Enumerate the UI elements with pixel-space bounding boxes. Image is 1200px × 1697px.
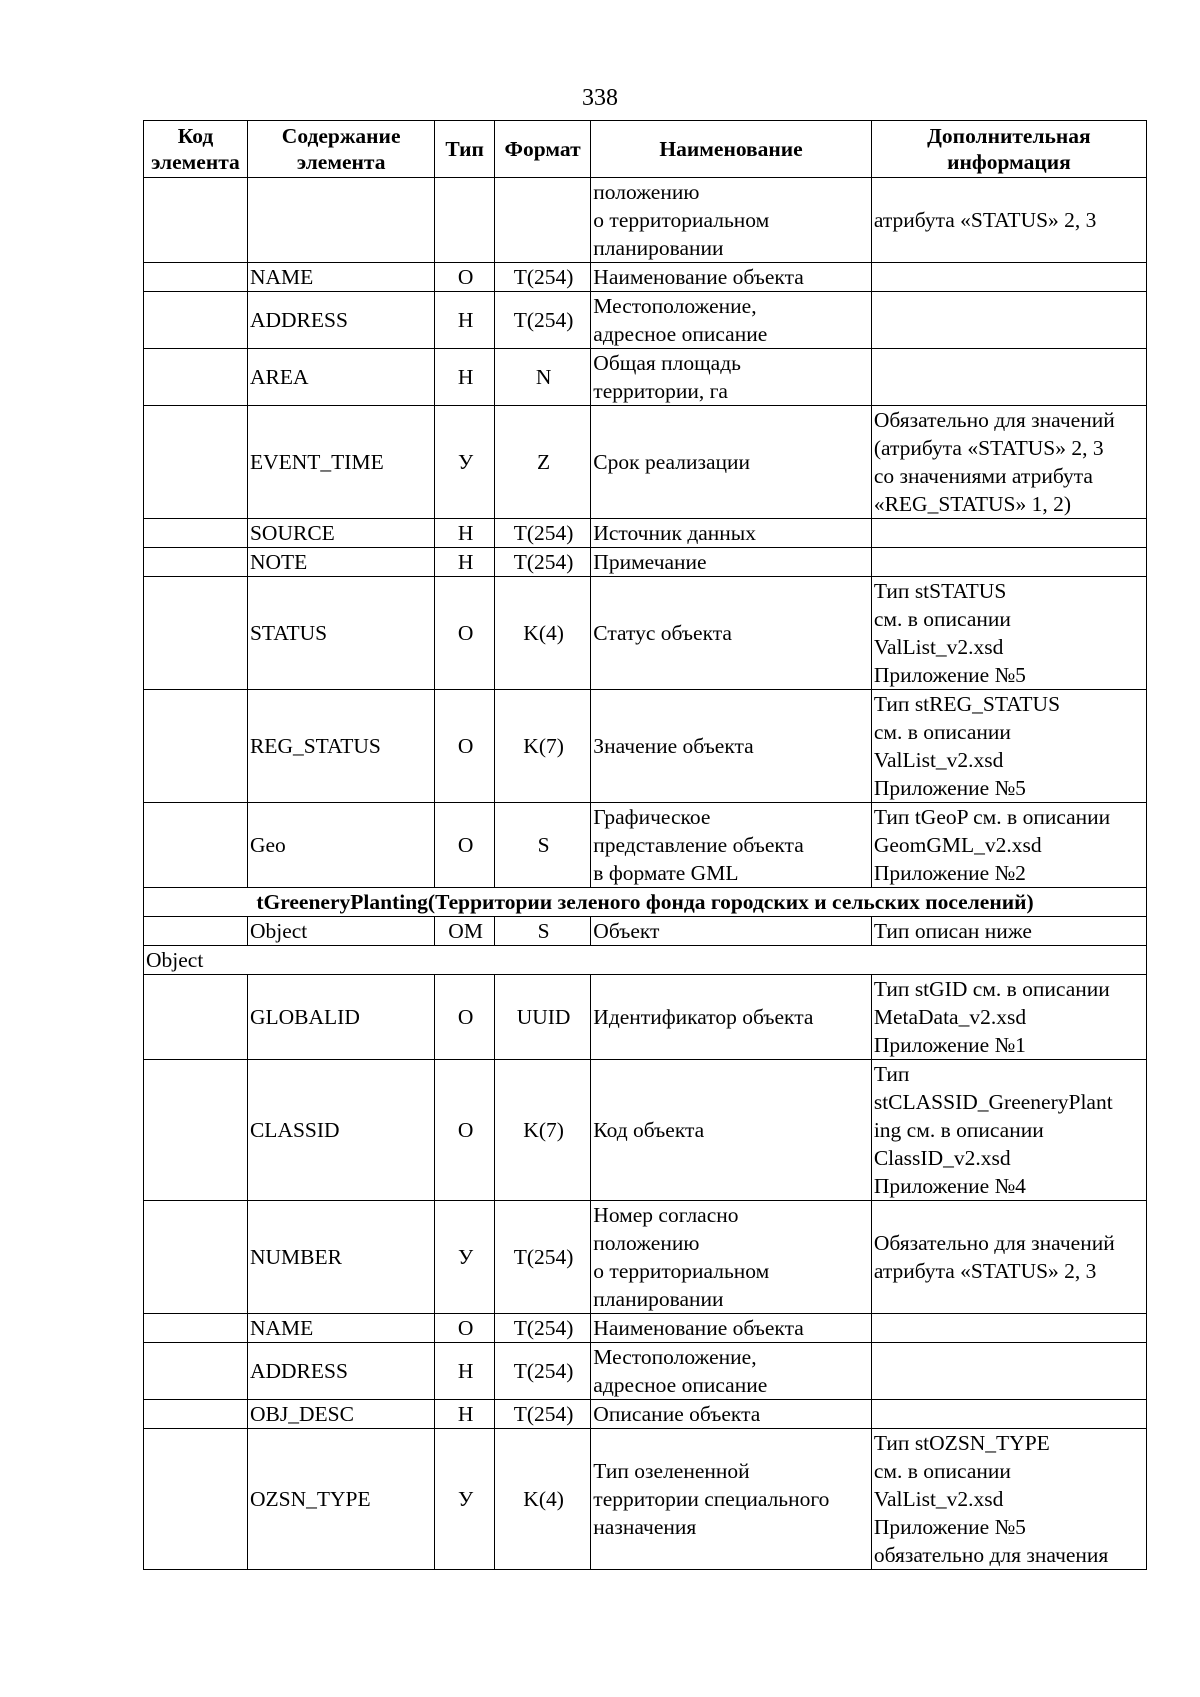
- cell-format: T(254): [494, 548, 590, 577]
- cell-info: [871, 1400, 1146, 1429]
- cell-format: T(254): [494, 1400, 590, 1429]
- cell-content: OZSN_TYPE: [247, 1429, 434, 1570]
- table-row: [144, 1429, 1147, 1570]
- cell-type: Н: [435, 519, 495, 548]
- cell-type: О: [435, 577, 495, 690]
- cell-content: OBJ_DESC: [247, 1400, 434, 1429]
- cell-content: NAME: [247, 1314, 434, 1343]
- table-row: [144, 263, 1147, 292]
- cell-content: NAME: [247, 263, 434, 292]
- cell-content: Geo: [247, 803, 434, 888]
- header-code: Код элемента: [144, 121, 248, 178]
- cell-code: [144, 292, 248, 349]
- cell-code: [144, 1400, 248, 1429]
- cell-info: Тип stCLASSID_GreeneryPlant ing см. в описании ClassID_v2.xsd Приложение №4: [871, 1060, 1146, 1201]
- cell-name: Срок реализации: [591, 406, 872, 519]
- cell-type: Н: [435, 1400, 495, 1429]
- table-row: [144, 577, 1147, 690]
- cell-type: У: [435, 1201, 495, 1314]
- table-row: [144, 690, 1147, 803]
- table-row: [144, 178, 1147, 263]
- cell-format: N: [494, 349, 590, 406]
- cell-info: Тип описан ниже: [871, 917, 1146, 946]
- cell-name: Описание объекта: [591, 1400, 872, 1429]
- table-row: [144, 1314, 1147, 1343]
- cell-format: S: [494, 803, 590, 888]
- cell-info: [871, 1314, 1146, 1343]
- section-title: tGreeneryPlanting(Территории зеленого фонда городских и сельских поселений): [144, 888, 1147, 917]
- cell-name: Код объекта: [591, 1060, 872, 1201]
- cell-code: [144, 263, 248, 292]
- cell-format: Z: [494, 406, 590, 519]
- object-label-row: [144, 946, 1147, 975]
- table-row: [144, 1201, 1147, 1314]
- cell-code: [144, 178, 248, 263]
- cell-format: UUID: [494, 975, 590, 1060]
- cell-format: T(254): [494, 519, 590, 548]
- cell-content: SOURCE: [247, 519, 434, 548]
- cell-info: [871, 292, 1146, 349]
- cell-name: Графическое представление объекта в формате GML: [591, 803, 872, 888]
- cell-format: T(254): [494, 1343, 590, 1400]
- table-row: [144, 917, 1147, 946]
- table-row: [144, 803, 1147, 888]
- cell-name: Идентификатор объекта: [591, 975, 872, 1060]
- cell-content: GLOBALID: [247, 975, 434, 1060]
- cell-name: Тип озелененной территории специального назначения: [591, 1429, 872, 1570]
- table-header-row: [144, 121, 1147, 178]
- cell-info: атрибута «STATUS» 2, 3: [871, 178, 1146, 263]
- cell-type: Н: [435, 349, 495, 406]
- cell-info: [871, 519, 1146, 548]
- cell-type: ОМ: [435, 917, 495, 946]
- cell-content: NUMBER: [247, 1201, 434, 1314]
- cell-format: T(254): [494, 1314, 590, 1343]
- cell-content: EVENT_TIME: [247, 406, 434, 519]
- cell-format: T(254): [494, 1201, 590, 1314]
- cell-info: [871, 548, 1146, 577]
- cell-type: [435, 178, 495, 263]
- cell-format: K(4): [494, 577, 590, 690]
- cell-code: [144, 690, 248, 803]
- cell-format: T(254): [494, 263, 590, 292]
- table-row: [144, 292, 1147, 349]
- cell-name: Номер согласно положению о территориальном планировании: [591, 1201, 872, 1314]
- cell-format: K(4): [494, 1429, 590, 1570]
- cell-code: [144, 975, 248, 1060]
- cell-info: Тип stSTATUS см. в описании ValList_v2.xsd Приложение №5: [871, 577, 1146, 690]
- cell-info: Обязательно для значений (атрибута «STATUS» 2, 3 со значениями атрибута «REG_STATUS» 1, 2): [871, 406, 1146, 519]
- cell-name: Объект: [591, 917, 872, 946]
- cell-code: [144, 577, 248, 690]
- specification-table: [143, 120, 1147, 1570]
- cell-name: положению о территориальном планировании: [591, 178, 872, 263]
- table-row: [144, 406, 1147, 519]
- cell-type: О: [435, 975, 495, 1060]
- cell-code: [144, 349, 248, 406]
- cell-info: Тип tGeoP см. в описании GeomGML_v2.xsd Приложение №2: [871, 803, 1146, 888]
- cell-name: Наименование объекта: [591, 263, 872, 292]
- cell-type: Н: [435, 292, 495, 349]
- cell-code: [144, 803, 248, 888]
- cell-format: T(254): [494, 292, 590, 349]
- cell-code: [144, 917, 248, 946]
- cell-content: NOTE: [247, 548, 434, 577]
- cell-format: [494, 178, 590, 263]
- cell-format: K(7): [494, 690, 590, 803]
- table-row: [144, 975, 1147, 1060]
- cell-name: Источник данных: [591, 519, 872, 548]
- cell-type: Н: [435, 548, 495, 577]
- cell-type: О: [435, 1060, 495, 1201]
- cell-name: Наименование объекта: [591, 1314, 872, 1343]
- header-format: Формат: [494, 121, 590, 178]
- cell-name: Общая площадь территории, га: [591, 349, 872, 406]
- cell-info: [871, 349, 1146, 406]
- header-name: Наименование: [591, 121, 872, 178]
- cell-code: [144, 1343, 248, 1400]
- cell-type: О: [435, 690, 495, 803]
- cell-info: Обязательно для значений атрибута «STATUS» 2, 3: [871, 1201, 1146, 1314]
- header-content: Содержание элемента: [247, 121, 434, 178]
- cell-type: У: [435, 1429, 495, 1570]
- header-type: Тип: [435, 121, 495, 178]
- cell-info: Тип stREG_STATUS см. в описании ValList_v2.xsd Приложение №5: [871, 690, 1146, 803]
- cell-code: [144, 1314, 248, 1343]
- cell-code: [144, 548, 248, 577]
- object-label: Object: [144, 946, 1147, 975]
- cell-name: Статус объекта: [591, 577, 872, 690]
- cell-content: STATUS: [247, 577, 434, 690]
- cell-type: О: [435, 1314, 495, 1343]
- section-title-row: [144, 888, 1147, 917]
- cell-content: REG_STATUS: [247, 690, 434, 803]
- cell-format: K(7): [494, 1060, 590, 1201]
- page-number: 338: [582, 85, 618, 111]
- cell-name: Местоположение, адресное описание: [591, 292, 872, 349]
- table-row: [144, 1060, 1147, 1201]
- table-row: [144, 349, 1147, 406]
- cell-info: [871, 263, 1146, 292]
- cell-type: Н: [435, 1343, 495, 1400]
- header-info: Дополнительная информация: [871, 121, 1146, 178]
- cell-content: Object: [247, 917, 434, 946]
- table-row: [144, 1400, 1147, 1429]
- cell-code: [144, 1429, 248, 1570]
- cell-content: ADDRESS: [247, 292, 434, 349]
- cell-code: [144, 1201, 248, 1314]
- cell-format: S: [494, 917, 590, 946]
- cell-content: AREA: [247, 349, 434, 406]
- table-row: [144, 519, 1147, 548]
- cell-name: Примечание: [591, 548, 872, 577]
- cell-info: Тип stOZSN_TYPE см. в описании ValList_v2.xsd Приложение №5 обязательно для значения: [871, 1429, 1146, 1570]
- cell-name: Местоположение, адресное описание: [591, 1343, 872, 1400]
- cell-code: [144, 519, 248, 548]
- cell-content: ADDRESS: [247, 1343, 434, 1400]
- cell-content: [247, 178, 434, 263]
- cell-type: О: [435, 263, 495, 292]
- cell-name: Значение объекта: [591, 690, 872, 803]
- cell-info: Тип stGID см. в описании MetaData_v2.xsd Приложение №1: [871, 975, 1146, 1060]
- cell-type: О: [435, 803, 495, 888]
- cell-code: [144, 406, 248, 519]
- cell-code: [144, 1060, 248, 1201]
- cell-info: [871, 1343, 1146, 1400]
- cell-type: У: [435, 406, 495, 519]
- table-row: [144, 1343, 1147, 1400]
- cell-content: CLASSID: [247, 1060, 434, 1201]
- table-row: [144, 548, 1147, 577]
